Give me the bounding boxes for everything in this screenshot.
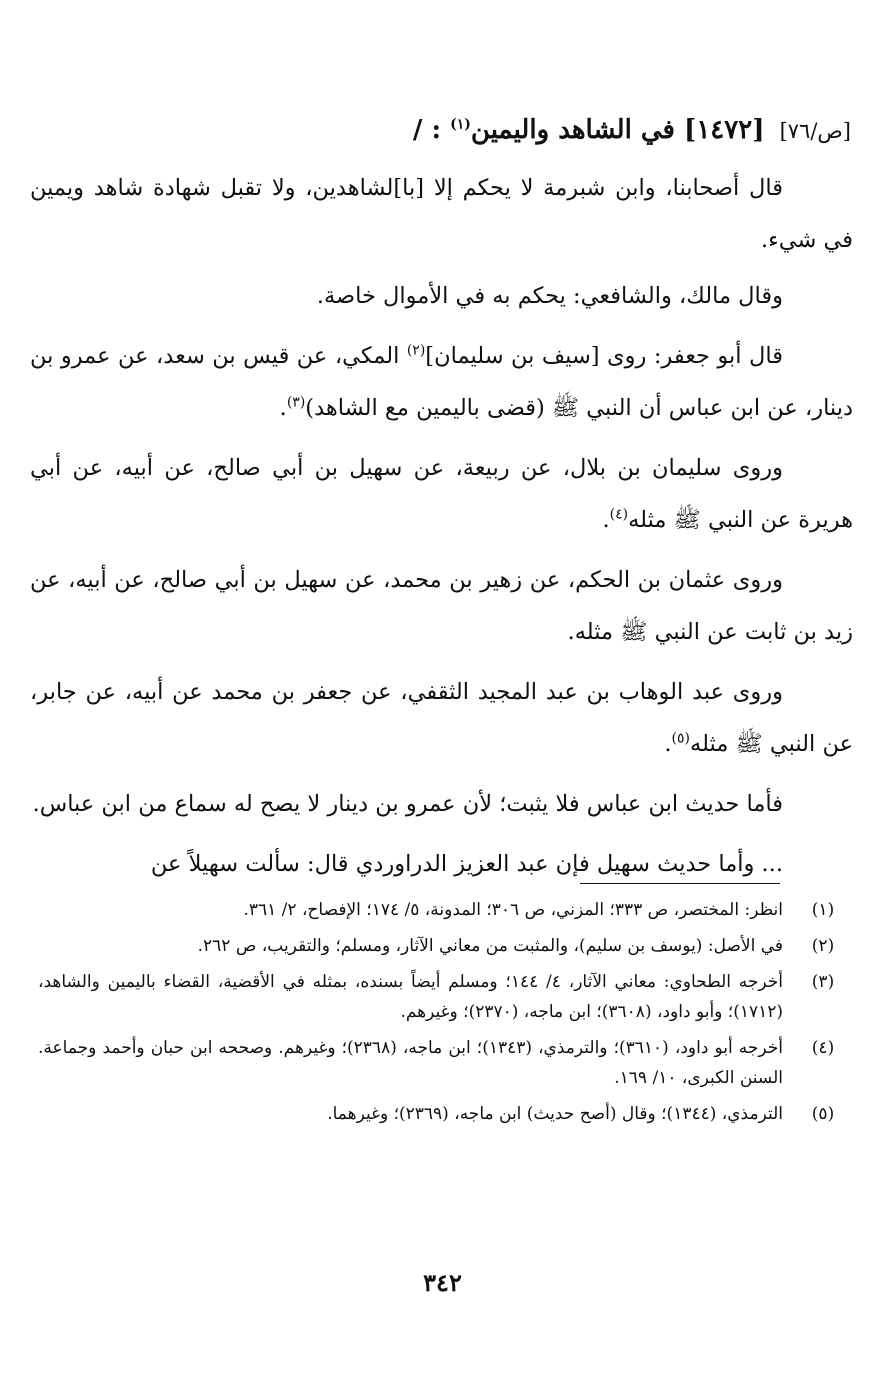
paragraph-6	[30, 666, 853, 770]
footnote-separator	[580, 883, 780, 884]
section-heading	[30, 110, 851, 151]
heading-footnote-ref: (١)	[450, 116, 471, 133]
footnote-text: الترمذي، (١٣٤٤)؛ وقال (أصح حديث) ابن ماجه، (٢٣٦٩)؛ وغيرهما.	[327, 1104, 783, 1124]
footnote-ref-5: (٥)	[671, 730, 691, 747]
footnotes	[38, 895, 835, 1135]
footnote-4	[38, 1033, 835, 1093]
paragraph-3	[30, 330, 853, 434]
paragraph-3-end: .	[279, 395, 287, 421]
paragraph-4-text: وروى سليمان بن بلال، عن ربيعة، عن سهيل بن أبي صالح، عن أبيه، عن أبي هريرة عن النبي ﷺ مثله	[30, 455, 853, 533]
paragraph-5: وروى عثمان بن الحكم، عن زهير بن محمد، عن سهيل بن أبي صالح، عن أبيه، عن زيد بن ثابت عن النبي ﷺ مثله.	[30, 567, 853, 645]
footnote-ref-2: (٢)	[406, 342, 426, 359]
footnote-number: (٤)	[811, 1038, 835, 1058]
heading-title: [١٤٧٢] في الشاهد واليمين	[470, 115, 765, 145]
paragraph-4-end: .	[602, 507, 610, 533]
footnote-2	[38, 931, 835, 961]
main-text	[30, 162, 853, 898]
page-reference: [ص/٧٦]	[779, 119, 851, 143]
paragraph-8: ... وأما حديث سهيل فإن عبد العزيز الدراوردي قال: سألت سهيلاً عن	[150, 851, 783, 877]
footnote-5	[38, 1099, 835, 1129]
footnote-ref-3: (٣)	[286, 394, 306, 411]
paragraph-2: وقال مالك، والشافعي: يحكم به في الأموال خاصة.	[316, 283, 783, 309]
heading-tail: : /	[412, 115, 442, 145]
paragraph-7: فأما حديث ابن عباس فلا يثبت؛ لأن عمرو بن دينار لا يصح له سماع من ابن عباس.	[32, 791, 783, 817]
footnote-ref-4: (٤)	[609, 506, 629, 523]
footnote-number: (٣)	[811, 972, 835, 992]
footnote-number: (١)	[811, 900, 835, 920]
paragraph-6-text: وروى عبد الوهاب بن عبد المجيد الثقفي، عن جعفر بن محمد عن أبيه، عن جابر، عن النبي ﷺ مثله	[30, 679, 853, 757]
paragraph-3-part-a: قال أبو جعفر: روى [سيف بن سليمان]	[425, 343, 783, 369]
paragraph-6-end: .	[664, 731, 672, 757]
footnote-number: (٢)	[811, 936, 835, 956]
footnote-3	[38, 967, 835, 1027]
footnote-text: انظر: المختصر، ص ٣٣٣؛ المزني، ص ٣٠٦؛ المدونة، ٥/ ١٧٤؛ الإفصاح، ٢/ ٣٦١.	[243, 900, 783, 920]
footnote-text: أخرجه أبو داود، (٣٦١٠)؛ والترمذي، (١٣٤٣)؛ ابن ماجه، (٢٣٦٨)؛ وغيرهم. وصححه ابن حبان وأحمد وجماعة. السنن الكبرى، ١٠/ ١٦٩.	[38, 1038, 783, 1088]
footnote-text: في الأصل: (يوسف بن سليم)، والمثبت من معاني الآثار، ومسلم؛ والتقريب، ص ٢٦٢.	[197, 936, 783, 956]
paragraph-1: قال أصحابنا، وابن شبرمة لا يحكم إلا [با]لشاهدين، ولا تقبل شهادة شاهد ويمين في شيء.	[30, 175, 853, 253]
paragraph-4	[30, 442, 853, 546]
page-number: ٣٤٢	[423, 1268, 462, 1297]
paragraph-3-part-b: المكي، عن قيس بن سعد، عن عمرو بن دينار، عن ابن عباس أن النبي ﷺ (قضى باليمين مع الشاهد)	[30, 343, 853, 421]
footnote-1	[38, 895, 835, 925]
footnote-text: أخرجه الطحاوي: معاني الآثار، ٤/ ١٤٤؛ ومسلم أيضاً بسنده، بمثله في الأقضية، القضاء باليمين والشاهد، (١٧١٢)؛ وأبو داود، (٣٦٠٨)؛ ابن ماجه، (٢٣٧٠)؛ وغيرهم.	[38, 972, 784, 1022]
footnote-number: (٥)	[811, 1104, 835, 1124]
